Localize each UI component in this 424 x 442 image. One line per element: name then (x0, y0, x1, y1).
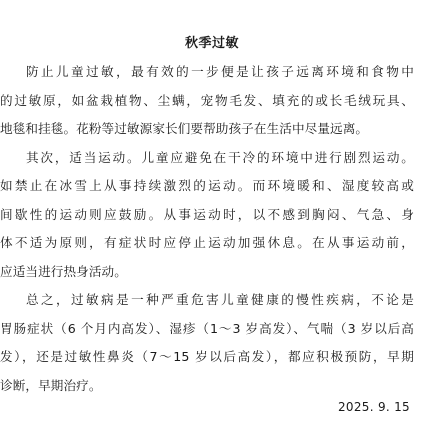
paragraph-2-line-5: 应适当进行热身活动。 (0, 263, 127, 279)
document-body (0, 58, 424, 400)
document-date: 2025. 9. 15 (337, 400, 410, 414)
paragraph-3-line-3: 发），还是过敏性鼻炎（7～15 岁以后高发），都应积极预防，早期 (0, 349, 414, 364)
paragraph-1-line-2: 的过敏原，如盆栽植物、尘螨，宠物毛发、填充的或长毛绒玩具、 (0, 92, 414, 108)
paragraph-2-line-4: 体不适为原则，有症状时应停止运动加强休息。在从事运动前， (0, 235, 414, 250)
paragraph-1-line-1: 防止儿童过敏，最有效的一步便是让孩子远离环境和食物中 (26, 64, 414, 79)
paragraph-2-line-3: 间歇性的运动则应鼓励。从事运动时，以不感到胸闷、气急、身 (0, 206, 414, 222)
paragraph-2-line-1: 其次，适当运动。儿童应避免在干冷的环境中进行剧烈运动。 (26, 149, 414, 165)
paragraph-3-line-1: 总之，过敏病是一种严重危害儿童健康的慢性疾病，不论是 (26, 292, 414, 307)
paragraph-3-line-2: 胃肠症状（6 个月内高发）、湿疹（1～3 岁高发）、气喘（3 岁以后高 (0, 320, 414, 336)
paragraph-2-line-2: 如禁止在冰雪上从事持续激烈的运动。而环境暖和、湿度较高或 (0, 178, 414, 193)
paragraph-1-line-3: 地毯和挂毯。花粉等过敏源家长们要帮助孩子在生活中尽量远离。 (0, 121, 369, 136)
document-title: 秋季过敏 (184, 36, 239, 51)
paragraph-3-line-4: 诊断，早期治疗。 (0, 377, 102, 393)
